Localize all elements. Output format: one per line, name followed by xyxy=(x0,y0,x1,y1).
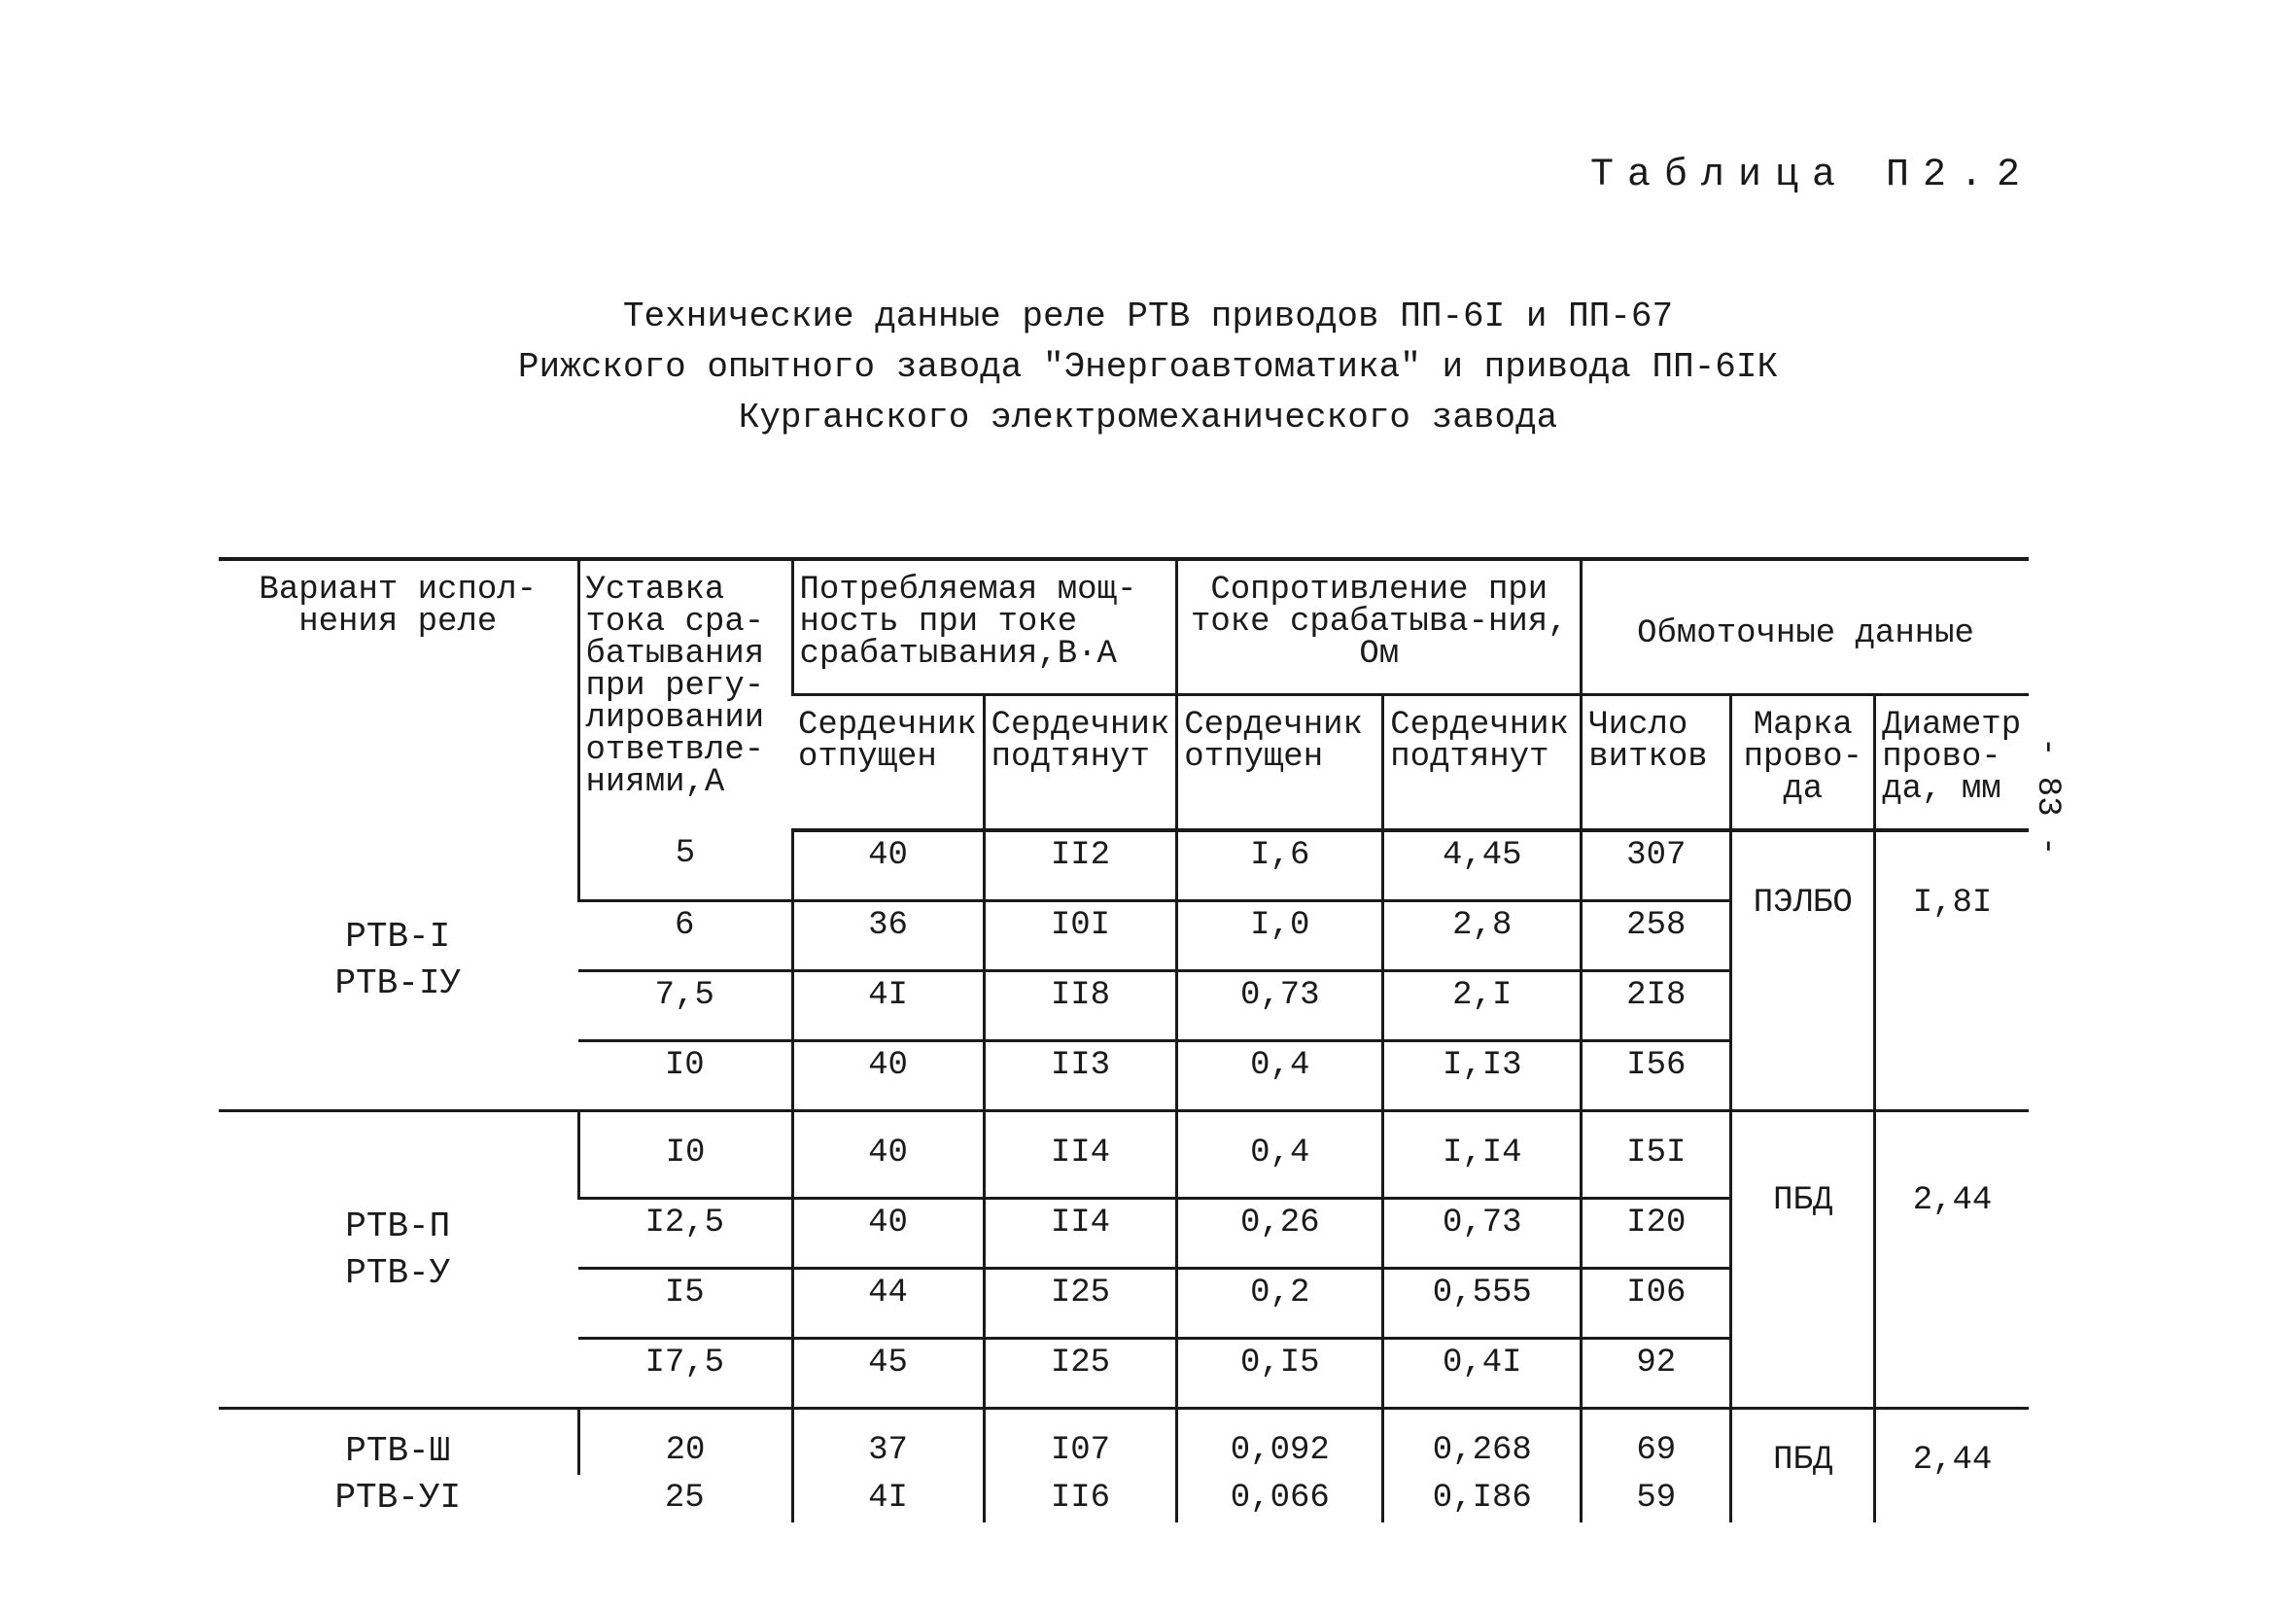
turns-value: I56 xyxy=(1582,1041,1731,1111)
setting-value: I5 xyxy=(578,1269,792,1339)
variant-name: РТВ-IУ xyxy=(334,962,462,1003)
res-pulled-value: 2,8 xyxy=(1383,901,1582,971)
power-released-value: 36 xyxy=(792,901,984,971)
res-released-value: 0,2 xyxy=(1177,1269,1383,1339)
header-power-core-released: Сердечник отпущен xyxy=(792,695,984,831)
res-released-value: 0,I5 xyxy=(1177,1339,1383,1409)
setting-value: 5 xyxy=(578,830,792,901)
power-released-value: 4I xyxy=(792,971,984,1041)
power-released-value: 40 xyxy=(792,1041,984,1111)
turns-value: I20 xyxy=(1582,1199,1731,1269)
variant-cell xyxy=(219,1409,578,1523)
res-pulled-value: 4,45 xyxy=(1383,830,1582,901)
wire-brand-value: ПЭЛБО xyxy=(1731,830,1875,1111)
power-pulled-value: II8 xyxy=(984,971,1177,1041)
power-pulled-value: II6 xyxy=(984,1475,1177,1522)
header-turns: Число витков xyxy=(1582,695,1731,831)
res-pulled-value: 2,I xyxy=(1383,971,1582,1041)
wire-diameter-value: I,8I xyxy=(1875,830,2029,1111)
setting-value: 6 xyxy=(578,901,792,971)
power-pulled-value: I25 xyxy=(984,1339,1177,1409)
res-pulled-value: I,I3 xyxy=(1383,1041,1582,1111)
power-released-value: 44 xyxy=(792,1269,984,1339)
page-number: - 83 - xyxy=(2029,737,2066,857)
power-pulled-value: I0I xyxy=(984,901,1177,971)
setting-value: I0 xyxy=(578,1041,792,1111)
res-pulled-value: 0,4I xyxy=(1383,1339,1582,1409)
power-released-value: 37 xyxy=(792,1409,984,1476)
power-released-value: 40 xyxy=(792,830,984,901)
power-released-value: 40 xyxy=(792,1199,984,1269)
power-released-value: 4I xyxy=(792,1475,984,1522)
wire-brand-value: ПБД xyxy=(1731,1111,1875,1409)
turns-value: I06 xyxy=(1582,1269,1731,1339)
turns-value: 307 xyxy=(1582,830,1731,901)
relay-data-table xyxy=(219,557,2029,1522)
res-released-value: 0,4 xyxy=(1177,1111,1383,1199)
document-title xyxy=(0,292,2296,443)
turns-value: 59 xyxy=(1582,1475,1731,1522)
setting-value: I2,5 xyxy=(578,1199,792,1269)
variant-cell xyxy=(219,830,578,1111)
header-wire-brand: Марка прово-да xyxy=(1731,695,1875,831)
power-pulled-value: II4 xyxy=(984,1111,1177,1199)
turns-value: 92 xyxy=(1582,1339,1731,1409)
variant-name: РТВ-УI xyxy=(334,1478,462,1518)
power-pulled-value: I07 xyxy=(984,1409,1177,1476)
table-row xyxy=(219,830,2029,901)
table-row xyxy=(219,1111,2029,1199)
title-line-2: Рижского опытного завода "Энергоавтоматика" и привода ПП-6IК xyxy=(517,347,1779,387)
power-released-value: 40 xyxy=(792,1111,984,1199)
header-variant: Вариант испол-нения реле xyxy=(219,559,578,830)
turns-value: I5I xyxy=(1582,1111,1731,1199)
header-setting: Уставка тока сра-батывания при регу-лировании ответвле-ниями,А xyxy=(578,559,792,830)
group-2 xyxy=(219,1111,2029,1409)
res-pulled-value: 0,555 xyxy=(1383,1269,1582,1339)
variant-name: РТВ-I xyxy=(345,916,451,957)
power-released-value: 45 xyxy=(792,1339,984,1409)
power-pulled-value: II2 xyxy=(984,830,1177,901)
variant-cell xyxy=(219,1111,578,1409)
res-released-value: 0,092 xyxy=(1177,1409,1383,1476)
header-power: Потребляемая мощ-ность при токе срабатывания,В·А xyxy=(792,559,1177,695)
power-pulled-value: II4 xyxy=(984,1199,1177,1269)
res-released-value: 0,4 xyxy=(1177,1041,1383,1111)
variant-name: РТВ-П xyxy=(345,1206,451,1246)
power-pulled-value: I25 xyxy=(984,1269,1177,1339)
res-released-value: I,0 xyxy=(1177,901,1383,971)
variant-name: РТВ-У xyxy=(345,1252,451,1293)
header-winding: Обмоточные данные xyxy=(1582,559,2029,695)
header-resistance: Сопротивление при токе срабатыва-ния, Ом xyxy=(1177,559,1582,695)
setting-value: 25 xyxy=(664,1480,705,1517)
res-released-value: I,6 xyxy=(1177,830,1383,901)
group-1 xyxy=(219,830,2029,1111)
turns-value: 258 xyxy=(1582,901,1731,971)
setting-value: I0 xyxy=(578,1111,792,1199)
wire-diameter-value: 2,44 xyxy=(1875,1409,2029,1523)
group-3 xyxy=(219,1409,2029,1523)
table-label: Таблица П2.2 xyxy=(1589,154,2034,197)
wire-brand-value: ПБД xyxy=(1731,1409,1875,1523)
turns-value: 69 xyxy=(1582,1409,1731,1476)
power-pulled-value: II3 xyxy=(984,1041,1177,1111)
setting-value: I7,5 xyxy=(578,1339,792,1409)
header-res-core-pulled: Сердечник подтянут xyxy=(1383,695,1582,831)
setting-value: 7,5 xyxy=(578,971,792,1041)
header-res-core-released: Сердечник отпущен xyxy=(1177,695,1383,831)
res-pulled-value: I,I4 xyxy=(1383,1111,1582,1199)
title-line-1: Технические данные реле РТВ приводов ПП-6I и ПП-67 xyxy=(622,297,1674,336)
res-released-value: 0,066 xyxy=(1177,1475,1383,1522)
table-row xyxy=(219,1409,2029,1476)
res-pulled-value: 0,268 xyxy=(1383,1409,1582,1476)
table-header xyxy=(219,559,2029,830)
variant-name: РТВ-Ш xyxy=(345,1431,451,1471)
header-power-core-pulled: Сердечник подтянут xyxy=(984,695,1177,831)
wire-diameter-value: 2,44 xyxy=(1875,1111,2029,1409)
title-line-3: Курганского электромеханического завода xyxy=(738,398,1558,437)
turns-value: 2I8 xyxy=(1582,971,1731,1041)
res-pulled-value: 0,73 xyxy=(1383,1199,1582,1269)
res-pulled-value: 0,I86 xyxy=(1383,1475,1582,1522)
setting-value: 20 xyxy=(578,1409,792,1476)
header-wire-diameter: Диаметр прово-да, мм xyxy=(1875,695,2029,831)
res-released-value: 0,26 xyxy=(1177,1199,1383,1269)
res-released-value: 0,73 xyxy=(1177,971,1383,1041)
